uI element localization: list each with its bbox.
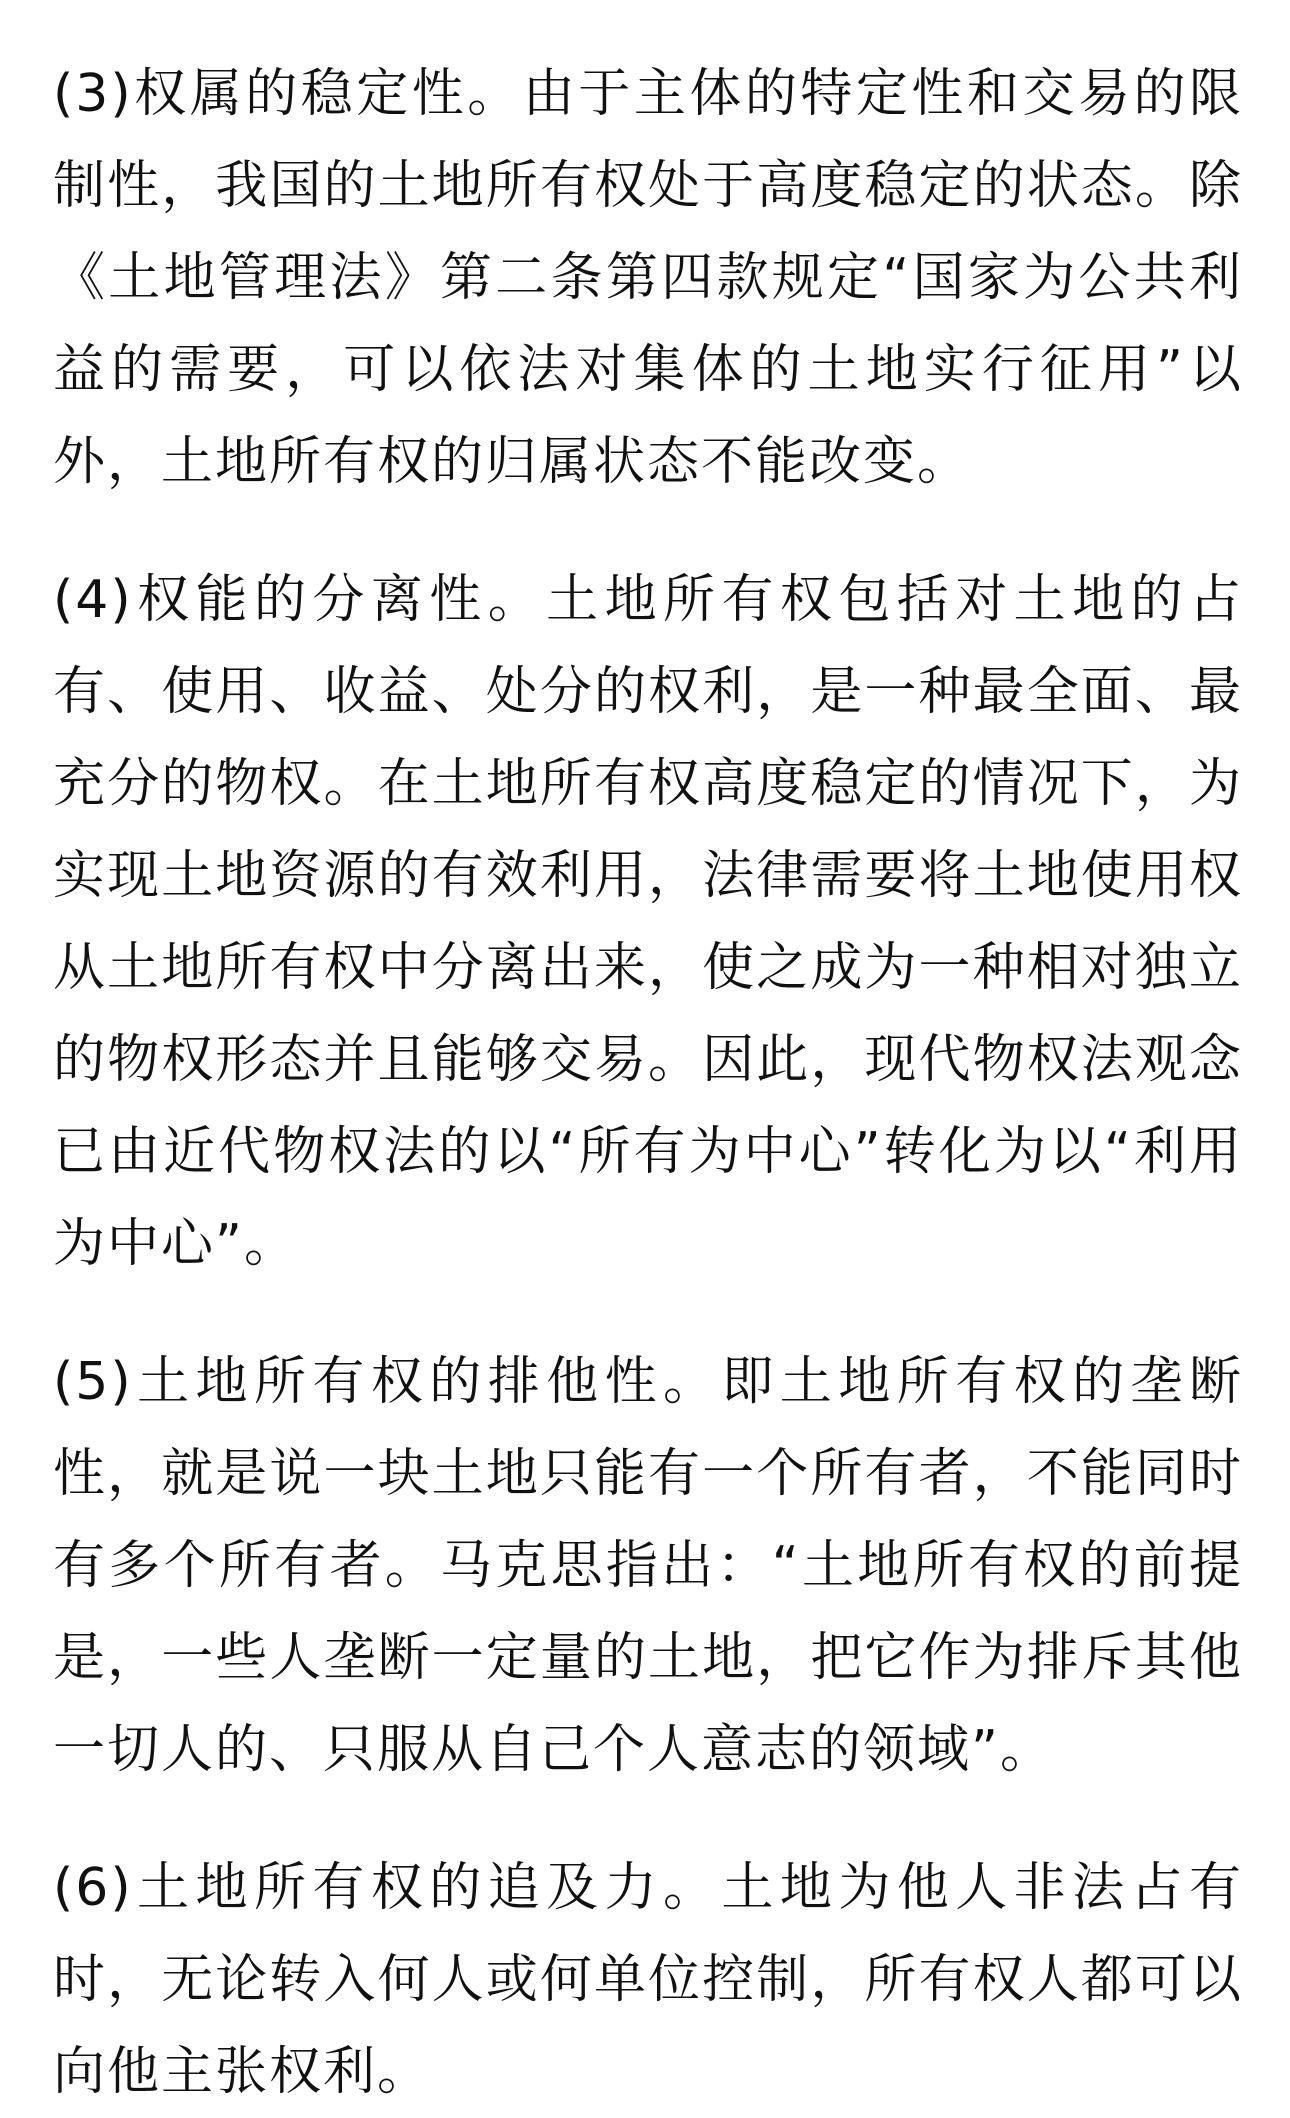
- article-body: [53, 48, 1243, 2118]
- paragraph-4-separation: (4)权能的分离性。土地所有权包括对土地的占有、使用、收益、处分的权利，是一种最全面、最充分的物权。在土地所有权高度稳定的情况下，为实现土地资源的有效利用，法律需要将土地使用权从土地所有权中分离出来，使之成为一种相对独立的物权形态并且能够交易。因此，现代物权法观念已由近代物权法的以“所有为中心”转化为以“利用为中心”。: [53, 570, 1243, 1274]
- paragraph-5-exclusivity: (5)土地所有权的排他性。即土地所有权的垄断性，就是说一块土地只能有一个所有者，不能同时有多个所有者。马克思指出：“土地所有权的前提是，一些人垄断一定量的土地，把它作为排斥其他一切人的、只服从自己个人意志的领域”。: [53, 1352, 1243, 1780]
- paragraph-6-pursuit: (6)土地所有权的追及力。土地为他人非法占有时，无论转入何人或何单位控制，所有权人都可以向他主张权利。: [53, 1858, 1243, 2102]
- paragraph-3-stability: (3)权属的稳定性。由于主体的特定性和交易的限制性，我国的土地所有权处于高度稳定的状态。除《土地管理法》第二条第四款规定“国家为公共利益的需要，可以依法对集体的土地实行征用”以外，土地所有权的归属状态不能改变。: [53, 64, 1243, 492]
